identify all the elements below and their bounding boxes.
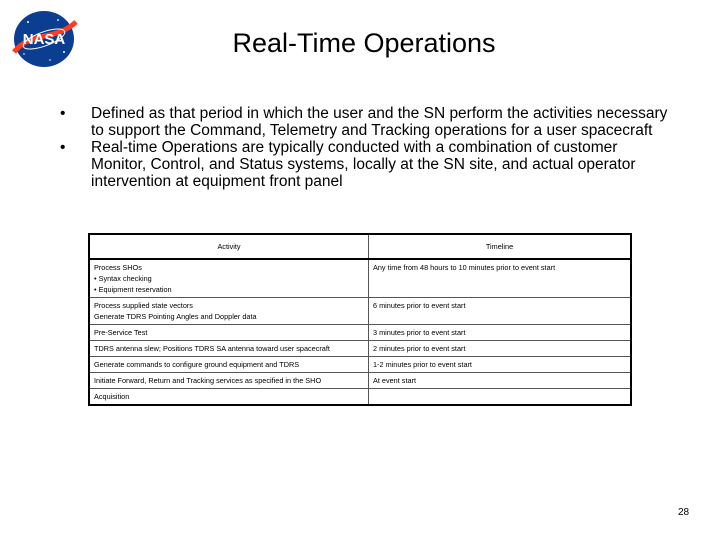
bullet-text: Real-time Operations are typically conducted with a combination of customer Monitor, Control, and Status systems, locally at the SN site, and actual operator intervention at equipment front panel (91, 139, 636, 190)
table-row (89, 389, 631, 406)
table-row (89, 373, 631, 389)
bullet-list (60, 105, 670, 190)
activity-cell (89, 298, 369, 325)
timeline-cell (369, 389, 632, 406)
table-row (89, 357, 631, 373)
activity-cell: Initiate Forward, Return and Tracking services as specified in the SHO (89, 373, 369, 389)
nasa-logo-text: NASA (22, 31, 66, 48)
page-number: 28 (678, 507, 690, 518)
table-row (89, 341, 631, 357)
activity-column-header: Activity (89, 234, 369, 259)
activity-cell: TDRS antenna slew; Positions TDRS SA antenna toward user spacecraft (89, 341, 369, 357)
bullet-dot: • (60, 105, 66, 122)
activity-line: Process SHOs (94, 263, 142, 272)
timeline-cell: 1-2 minutes prior to event start (369, 357, 632, 373)
activity-timeline-table (88, 233, 632, 406)
activity-cell: Pre-Service Test (89, 325, 369, 341)
timeline-cell: 2 minutes prior to event start (369, 341, 632, 357)
table-row (89, 325, 631, 341)
bullet-dot: • (60, 139, 66, 156)
activity-line: Process supplied state vectors (94, 301, 193, 310)
page-title: Real-Time Operations (232, 28, 496, 58)
timeline-cell: At event start (369, 373, 632, 389)
bullet-item (60, 105, 670, 139)
table-row (89, 259, 631, 298)
activity-cell (89, 259, 369, 298)
bullet-item (60, 139, 670, 190)
activity-line: • Syntax checking (94, 274, 152, 283)
timeline-column-header: Timeline (369, 234, 632, 259)
bullet-text: Defined as that period in which the user and the SN perform the activities necessary to support the Command, Telemetry and Tracking operations for a user spacecraft (91, 105, 668, 139)
timeline-cell: 3 minutes prior to event start (369, 325, 632, 341)
activity-line: Generate TDRS Pointing Angles and Doppler data (94, 312, 257, 321)
table-header-row (89, 234, 631, 259)
activity-cell: Generate commands to configure ground equipment and TDRS (89, 357, 369, 373)
timeline-cell: Any time from 48 hours to 10 minutes prior to event start (369, 259, 632, 298)
timeline-cell: 6 minutes prior to event start (369, 298, 632, 325)
activity-line: • Equipment reservation (94, 285, 172, 294)
table-row (89, 298, 631, 325)
activity-cell: Acquisition (89, 389, 369, 406)
